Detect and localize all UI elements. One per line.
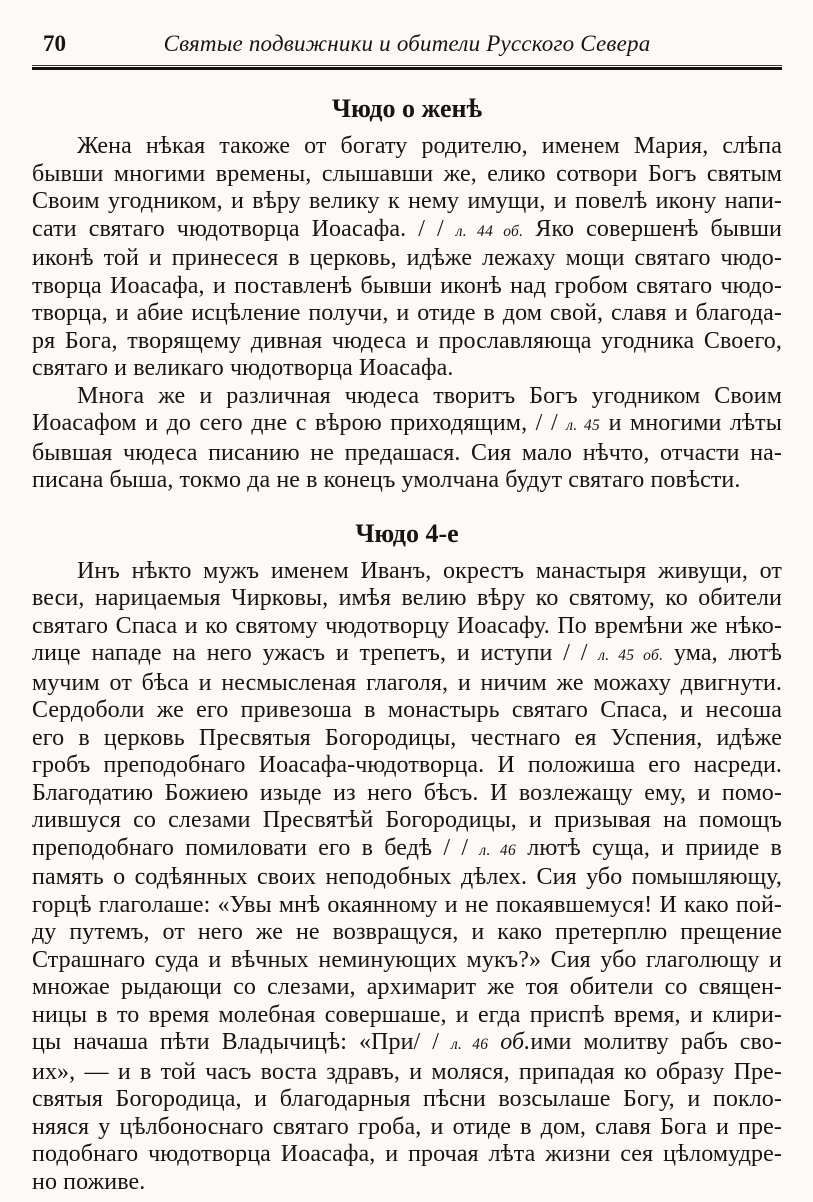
text-segment: веси, нарицаемыя Чирковы, имѣя велию вѣру ко святому, ко обители <box>32 585 782 611</box>
text-line <box>32 892 782 920</box>
text-segment: множае рыдающи со слезами, архимарит же тоя обители со священ- <box>32 974 782 1000</box>
text-line <box>32 300 782 328</box>
text-line <box>32 245 782 273</box>
text-segment: Многа же и различная чюдеса творитъ Богъ угодником Своим <box>77 382 782 409</box>
folio-marker: об. <box>488 1029 531 1055</box>
text-segment: подобнаго чюдотворца Иоасафа, и прочая лѣта жизни сея цѣломудре- <box>32 1141 782 1167</box>
text-segment: иконѣ той и принесеся в церковь, идѣже лежаху мощи святаго чюдо- <box>32 245 782 271</box>
text-line <box>32 807 782 835</box>
text-line <box>32 640 782 670</box>
text-line <box>32 585 782 613</box>
text-segment: писана быша, токмо да не в конецъ умолчана будут святаго повѣсти. <box>32 467 741 493</box>
text-segment: ума, лютѣ <box>663 640 782 666</box>
text-segment: память о содѣянных своих неподобных дѣлех. Сия убо помышляющу, <box>32 864 782 890</box>
folio-marker: л. 46 <box>450 1036 489 1053</box>
text-line <box>32 670 782 698</box>
text-segment: бывши многими времены, слышавши же, елико сотвори Богъ святым <box>32 160 782 187</box>
document-section <box>32 519 782 1197</box>
text-line <box>32 752 782 780</box>
folio-marker: л. 45 <box>566 417 601 434</box>
text-segment: Своим угодником, и вѣру велику к нему имущи, и повелѣ икону напи- <box>32 188 782 214</box>
text-segment: Благодатию Божиею изыде из него бѣсъ. И возлежащу ему, и помо- <box>32 779 782 806</box>
text-segment: творца, и абие исцѣление получи, и отиде в дом свой, славя и благода- <box>32 300 782 326</box>
text-line <box>32 1169 782 1197</box>
text-segment: Жена нѣкая такоже от богату родителю, именем Мария, слѣпа <box>77 133 782 159</box>
text-segment: бывшая чюдеса писанию не предашася. Сия мало нѣчто, отчасти на- <box>32 439 782 466</box>
text-line <box>32 1114 782 1142</box>
folio-marker: л. 46 <box>479 841 517 859</box>
text-line <box>32 1059 782 1087</box>
text-line <box>32 1002 782 1030</box>
page-header <box>32 30 782 58</box>
text-line <box>32 780 782 808</box>
text-line <box>32 133 782 161</box>
text-line <box>32 355 782 383</box>
text-segment: Яко совершенѣ бывши <box>523 215 782 242</box>
paragraph <box>32 133 782 383</box>
text-line <box>32 1141 782 1169</box>
text-line <box>32 1029 782 1059</box>
text-segment: мучим от бѣса и несмысленая глаголя, и ничим же можаху двигнути. <box>32 669 782 696</box>
text-segment: их», — и в той часъ воста здравъ, и моляся, припадая ко образу Пре- <box>32 1058 782 1085</box>
header-rule-thick <box>32 67 782 70</box>
text-segment: ницы в то время молебная совершаше, и егда приспѣ время, и клири- <box>32 1001 782 1028</box>
header-rule-thin <box>32 65 782 66</box>
section-heading: Чюдо 4-е <box>355 518 459 548</box>
text-segment: ими молитву рабъ сво- <box>530 1029 782 1055</box>
text-segment: Иоасафом и до сего дне с вѣрою приходящим, / / <box>32 410 567 436</box>
section-heading: Чюдо о женѣ <box>331 94 483 123</box>
document-section <box>32 94 782 495</box>
text-segment: святыя Богородица, и благодарныя пѣсни возсылаше Богу, и покло- <box>32 1086 782 1112</box>
text-line <box>32 558 782 586</box>
text-line <box>32 467 782 495</box>
text-line <box>32 440 782 468</box>
text-line <box>32 1086 782 1114</box>
page-number: 70 <box>43 31 66 56</box>
text-segment: но поживе. <box>32 1168 146 1195</box>
text-line <box>32 974 782 1002</box>
text-segment: цы начаша пѣти Владычицѣ: «При/ / <box>32 1029 451 1055</box>
text-segment: горцѣ глаголаше: «Увы мнѣ окаянному и не покаявшемуся! И како пой- <box>32 891 782 918</box>
text-segment: сати святаго чюдотворца Иоасафа. / / <box>32 215 456 242</box>
folio-marker: л. 45 об. <box>598 647 664 664</box>
text-line <box>32 161 782 189</box>
text-segment: Сердоболи же его привезоша в монастырь святаго Спаса, и несоша <box>32 697 782 723</box>
text-segment: лютѣ суща, и прииде в <box>516 834 782 861</box>
text-line <box>32 864 782 892</box>
text-segment: ря Бога, творящему дивная чюдеса и прославляюща угодника Своего, <box>32 327 782 354</box>
text-segment: святаго Спаса и ко святому чюдотворцу Иоасафу. По времѣни же нѣко- <box>32 612 782 639</box>
content <box>32 94 782 1196</box>
text-segment: преподобнаго помиловати его в бедѣ / / <box>32 834 480 861</box>
text-line <box>32 613 782 641</box>
text-line <box>32 725 782 753</box>
text-segment: Страшнаго суда и вѣчных неминующих мукъ?» Сия убо глаголющу и <box>32 946 782 973</box>
text-segment: творца Иоасафа, и поставленѣ бывши иконѣ над гробом святаго чюдо- <box>32 272 782 299</box>
text-segment: ду путемъ, от него же не возвращуся, и како претерплю прещение <box>32 919 782 945</box>
text-segment: лице нападе на него ужасъ и трепетъ, и иступи / / <box>32 640 599 666</box>
text-line <box>32 835 782 865</box>
text-line <box>32 919 782 947</box>
text-segment: его в церковь Пресвятыя Богородицы, честнаго ея Успения, идѣже <box>32 724 782 751</box>
paragraph <box>32 383 782 495</box>
text-segment: святаго и великаго чюдотворца Иоасафа. <box>32 355 454 381</box>
running-title: Святые подвижники и обители Русского Севера <box>163 31 651 56</box>
text-line <box>32 383 782 411</box>
text-line <box>32 273 782 301</box>
text-line <box>32 697 782 725</box>
text-line <box>32 410 782 440</box>
folio-marker: л. 44 об. <box>455 222 524 240</box>
text-segment: лившуся со слезами Пресвятѣй Богородицы, и призывая на помощъ <box>32 807 782 833</box>
paragraph <box>32 558 782 1197</box>
text-line <box>32 216 782 246</box>
text-segment: гробъ преподобнаго Иоасафа-чюдотворца. И положиша его насреди. <box>32 752 782 778</box>
text-segment: няяся у цѣлбоноснаго святаго гроба, и отиде в дом, славя Бога и пре- <box>32 1113 782 1140</box>
text-line <box>32 188 782 216</box>
text-line <box>32 328 782 356</box>
text-line <box>32 947 782 975</box>
text-segment: Инъ нѣкто мужъ именем Иванъ, окрестъ манастыря живущи, от <box>77 557 782 584</box>
text-segment: и многими лѣты <box>600 410 782 436</box>
